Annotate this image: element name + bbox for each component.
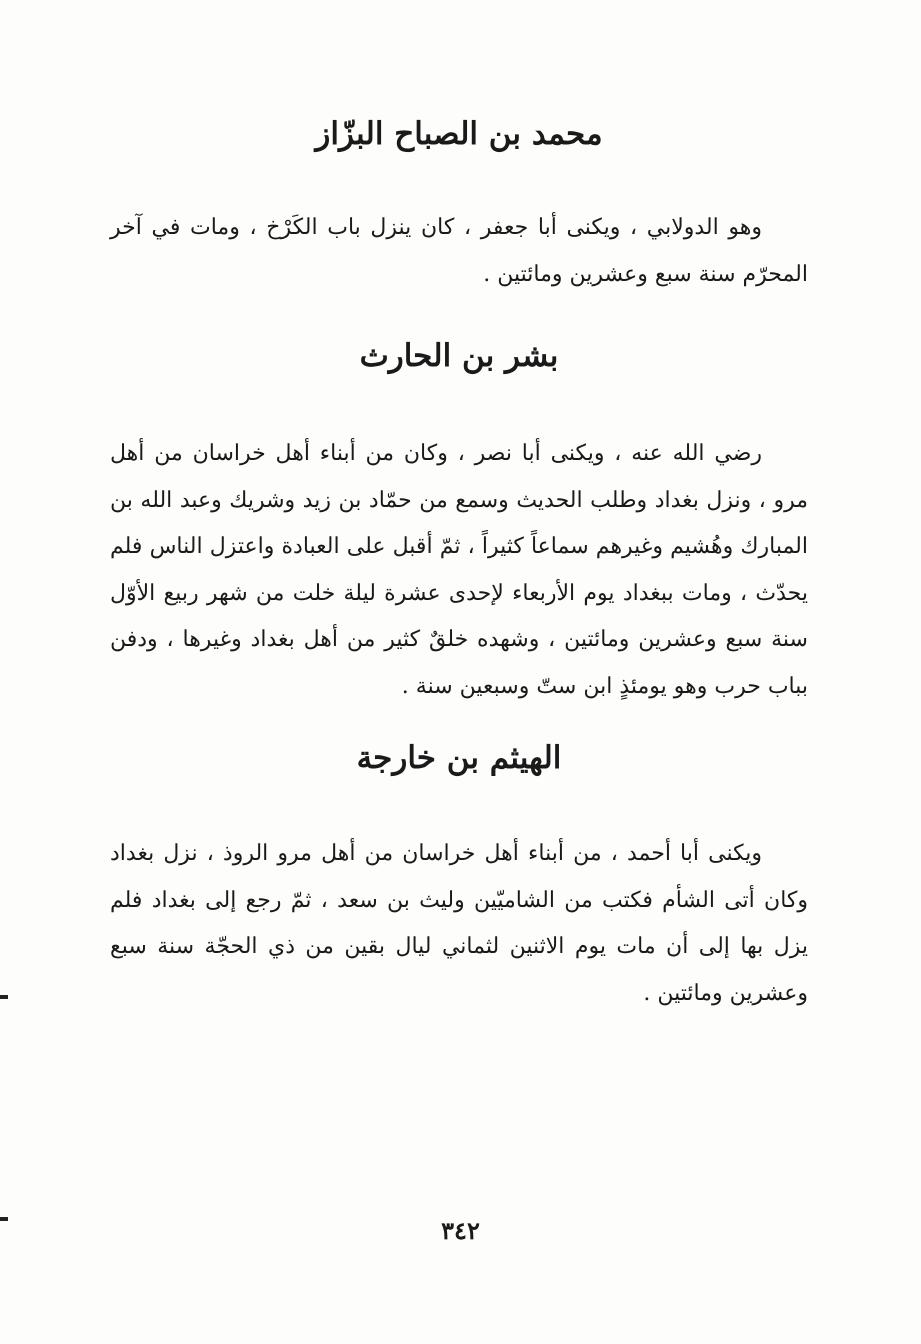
entry-heading: محمد بن الصباح البزّاز xyxy=(315,116,603,152)
entry-heading: بشر بن الحارث xyxy=(359,338,559,374)
entry-bishr-ibn-al-harith xyxy=(110,334,808,710)
scan-edge-mark xyxy=(0,1217,8,1221)
entry-heading: الهيثم بن خارجة xyxy=(356,740,562,776)
scan-edge-mark xyxy=(0,995,8,999)
page-number: ٣٤٢ xyxy=(441,1216,480,1245)
entry-muhammad-ibn-al-sabbah xyxy=(110,112,808,298)
entry-text: وهو الدولابي ، ويكنى أبا جعفر ، كان ينزل باب الكَرْخ ، ومات في آخر المحرّم سنة سبع وعشرين ومائتين . xyxy=(110,215,808,287)
entry-text: رضي الله عنه ، ويكنى أبا نصر ، وكان من أبناء أهل خراسان من أهل مرو ، ونزل بغداد وطلب الحديث وسمع من حمّاد بن زيد وشريك وعبد الله بن المبارك وهُشيم وغيرهم سماعاً كثيراً ، ثمّ أقبل على العبادة واعتزل الناس فلم يحدّث ، ومات ببغداد يوم الأربعاء لإحدى عشرة ليلة خلت من شهر ربيع الأوّل سنة سبع وعشرين ومائتين ، وشهده خلقٌ كثير من أهل بغداد وغيرها ، ودفن بباب حرب وهو يومئذٍ ابن ستّ وسبعين سنة . xyxy=(110,441,808,699)
entry-al-haytham-ibn-kharija xyxy=(110,736,808,1017)
entry-text: ويكنى أبا أحمد ، من أبناء أهل خراسان من أهل مرو الروذ ، نزل بغداد وكان أتى الشأم فكتب من الشاميّين وليث بن سعد ، ثمّ رجع إلى بغداد فلم يزل بها إلى أن مات يوم الاثنين لثماني ليال بقين من ذي الحجّة سنة سبع وعشرين ومائتين . xyxy=(110,841,808,1006)
